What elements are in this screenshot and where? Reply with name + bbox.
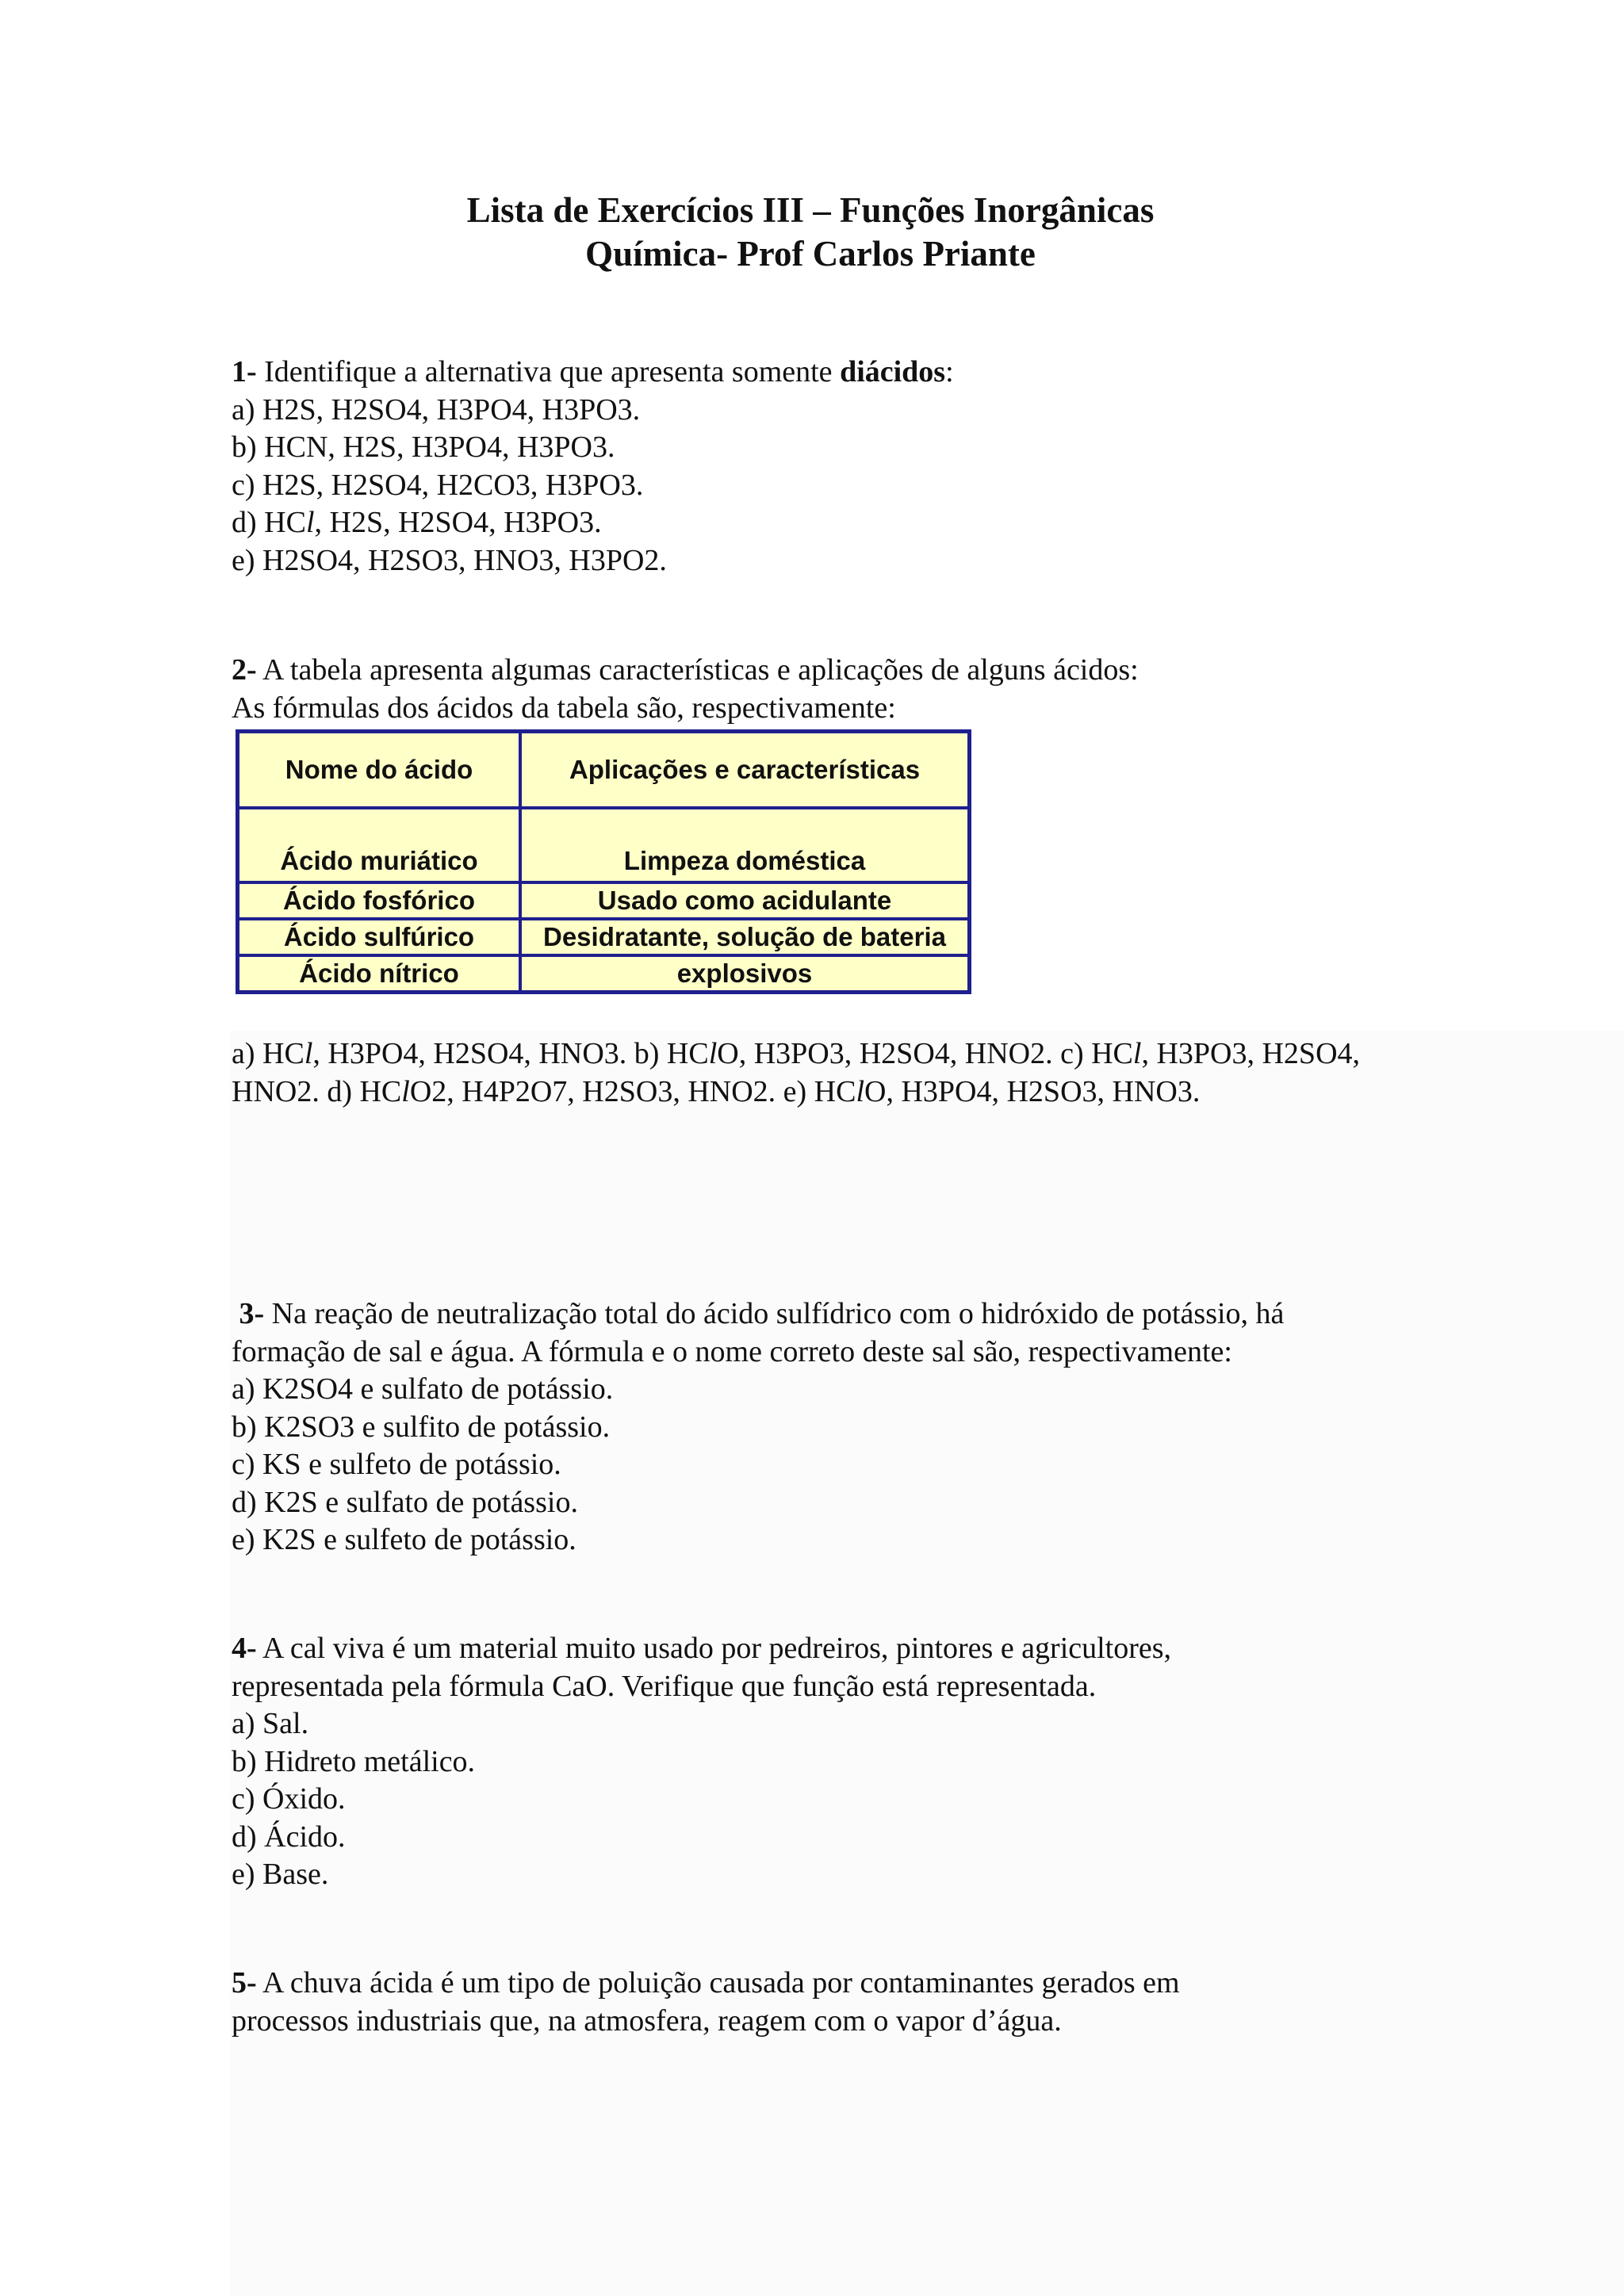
question-4-option-e: e) Base.: [232, 1858, 329, 1891]
question-5-number: 5-: [232, 1966, 257, 1999]
document-title: Lista de Exercícios III – Funções Inorgânicas: [466, 190, 1155, 230]
table-row: [238, 919, 970, 955]
question-1-stem: 1- Identifique a alternativa que apresenta somente diácidos:: [232, 355, 954, 388]
italic-symbol: l: [1132, 1037, 1142, 1070]
table-row: [238, 808, 970, 882]
question-5-stem: 5- A chuva ácida é um tipo de poluição causada por contaminantes gerados em: [232, 1966, 1180, 1999]
table-cell: Ácido muriático: [238, 808, 521, 882]
question-1-option-a: a) H2S, H2SO4, H3PO4, H3PO3.: [232, 392, 641, 427]
document-header: [232, 189, 1389, 276]
question-4: [232, 1630, 1389, 1894]
question-4-option-c: c) Óxido.: [232, 1782, 346, 1816]
question-3-option-d: d) K2S e sulfato de potássio.: [232, 1485, 578, 1519]
question-1-option-e: e) H2SO4, H2SO3, HNO3, H3PO2.: [232, 543, 667, 577]
table-header-row: [238, 732, 970, 809]
question-3-number: 3-: [239, 1297, 265, 1330]
italic-symbol: l: [305, 506, 315, 539]
question-1: [232, 354, 1389, 580]
document-subtitle: Química- Prof Carlos Priante: [585, 234, 1036, 274]
question-1-keyword: diácidos: [840, 355, 946, 388]
table-cell: Desidratante, solução de bateria: [520, 919, 970, 955]
italic-symbol: l: [304, 1037, 313, 1070]
table-cell: Usado como acidulante: [520, 882, 970, 919]
question-4-option-a: a) Sal.: [232, 1707, 309, 1740]
question-3-stem: 3- Na reação de neutralização total do ácido sulfídrico com o hidróxido de potássio, há: [239, 1297, 1285, 1330]
table-row: [238, 882, 970, 919]
question-1-number: 1-: [232, 355, 257, 388]
question-3-stem-line-2: formação de sal e água. A fórmula e o nome correto deste sal são, respectivamente:: [232, 1334, 1232, 1368]
question-1-option-d: d) HCl, H2S, H2SO4, H3PO3.: [232, 506, 602, 539]
acids-table: [236, 729, 971, 994]
table-header-cell: Nome do ácido: [238, 732, 521, 809]
question-4-stem: 4- A cal viva é um material muito usado por pedreiros, pintores e agricultores,: [232, 1632, 1172, 1665]
question-4-number: 4-: [232, 1632, 257, 1665]
question-2-number: 2-: [232, 653, 257, 687]
table-row: [238, 955, 970, 993]
question-3-option-a: a) K2SO4 e sulfato de potássio.: [232, 1372, 614, 1406]
question-1-option-c: c) H2S, H2SO4, H2CO3, H3PO3.: [232, 468, 644, 502]
question-3-option-b: b) K2SO3 e sulfito de potássio.: [232, 1410, 611, 1444]
table-cell: Ácido nítrico: [238, 955, 521, 993]
italic-symbol: l: [856, 1074, 865, 1108]
question-2-stem-line-2: As fórmulas dos ácidos da tabela são, respectivamente:: [232, 691, 896, 725]
question-3-option-e: e) K2S e sulfeto de potássio.: [232, 1523, 576, 1556]
question-2-stem: 2- A tabela apresenta algumas características e aplicações de alguns ácidos:: [232, 653, 1139, 687]
italic-symbol: l: [401, 1074, 410, 1108]
table-header-cell: Aplicações e características: [520, 732, 970, 809]
question-2: [232, 652, 1389, 727]
question-5: [232, 1965, 1389, 2040]
question-5-stem-line-2: processos industriais que, na atmosfera, reagem com o vapor d’água.: [232, 2003, 1062, 2038]
question-4-option-b: b) Hidreto metálico.: [232, 1744, 476, 1778]
question-3-option-c: c) KS e sulfeto de potássio.: [232, 1448, 561, 1481]
table-cell: Ácido fosfórico: [238, 882, 521, 919]
italic-symbol: l: [708, 1037, 718, 1070]
table-cell: Limpeza doméstica: [520, 808, 970, 882]
question-2-options: a) HCl, H3PO4, H2SO4, HNO3. b) HClO, H3PO3, H2SO4, HNO2. c) HCl, H3PO3, H2SO4, HNO2. d) HClO2, H4P2O7, H2SO3, HNO2. e) HClO, H3PO4, H2SO3, HNO3.: [232, 1037, 1361, 1108]
question-4-option-d: d) Ácido.: [232, 1820, 346, 1854]
table-cell: explosivos: [520, 955, 970, 993]
table-cell: Ácido sulfúrico: [238, 919, 521, 955]
question-4-stem-line-2: representada pela fórmula CaO. Verifique que função está representada.: [232, 1669, 1097, 1703]
question-3: [232, 1295, 1389, 1559]
question-1-option-b: b) HCN, H2S, H3PO4, H3PO3.: [232, 430, 615, 464]
